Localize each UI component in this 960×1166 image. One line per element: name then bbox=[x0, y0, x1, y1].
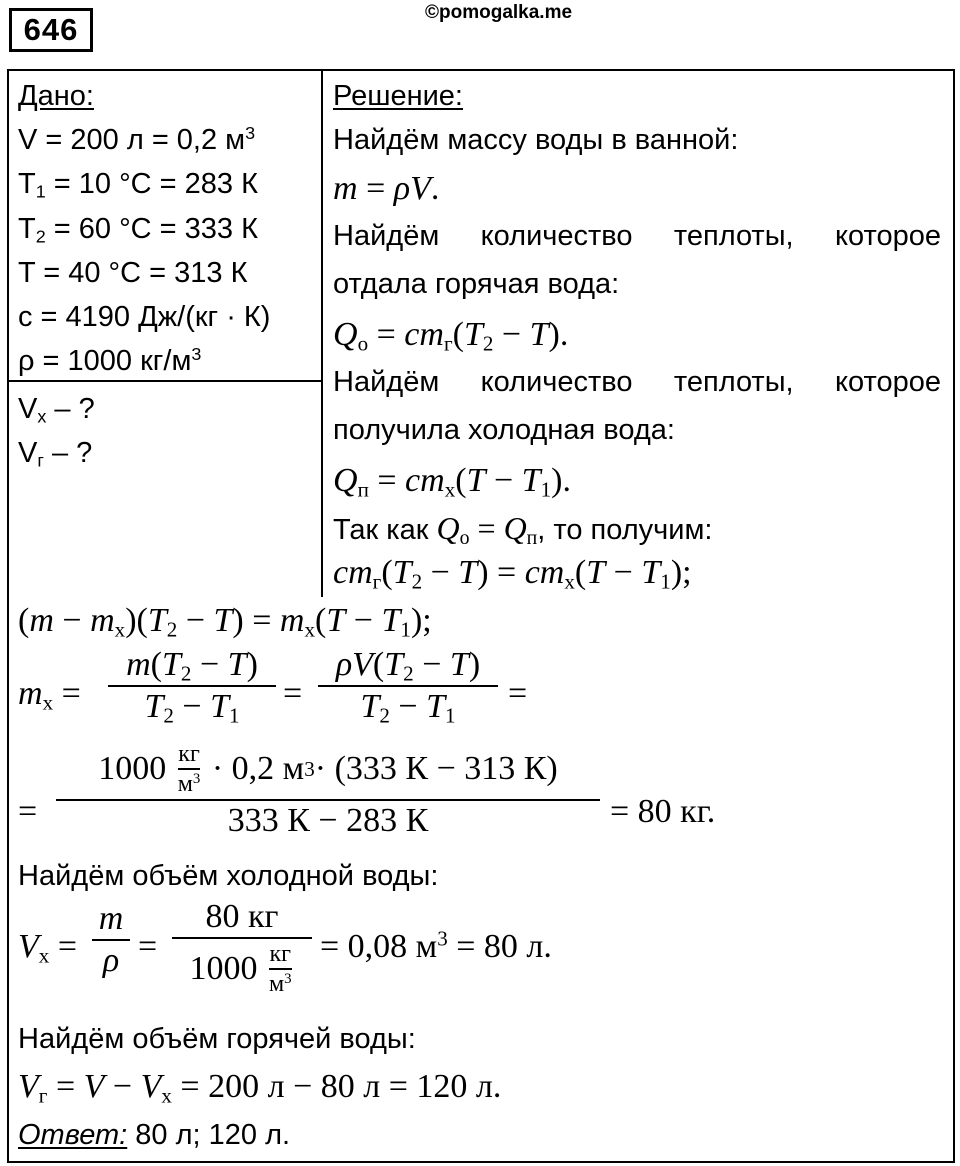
answer-label: Ответ: bbox=[18, 1119, 128, 1151]
table-top-border bbox=[7, 69, 955, 71]
solution-text-5: Найдём объём холодной воды: bbox=[18, 860, 439, 892]
equation-6-eq-2: = bbox=[508, 675, 528, 712]
table-bottom-border bbox=[7, 1161, 955, 1163]
solution-text-2b: отдала горячая вода: bbox=[333, 268, 620, 300]
equation-7-fraction: 1000 $\frac{кг}{м^3}$ · 0,2 м 3 · (333 К − 313 К) 333 К − 283 К bbox=[56, 742, 600, 838]
solution-text-6: Найдём объём горячей воды: bbox=[18, 1023, 416, 1055]
equation-3: $Q_п = cm_х(T - T_1)$. bbox=[333, 462, 571, 502]
find-hot-volume: $V_г$ – ? bbox=[18, 437, 93, 471]
given-title: Дано: bbox=[18, 80, 94, 112]
find-cold-volume: $V_х$ – ? bbox=[18, 393, 95, 427]
given-line-rho: ρ = 1000 $кг/м^3$ bbox=[18, 344, 202, 377]
equation-8-eq-1: = bbox=[138, 928, 158, 965]
equation-6-lhs: $m_х$ = bbox=[18, 675, 81, 715]
answer-value: 80 л; 120 л. bbox=[135, 1119, 291, 1151]
solution-text-2a: Найдём количество теплоты, которое bbox=[333, 220, 941, 252]
given-line-t: T = 40 °C = 313 К bbox=[18, 257, 248, 289]
equation-2: $Q_о = cm_г(T_2 - T)$. bbox=[333, 316, 569, 356]
column-divider bbox=[321, 69, 323, 597]
answer bbox=[18, 1121, 290, 1150]
given-line-volume: V = 200 л = 0,2 $м^3$ bbox=[18, 123, 256, 156]
equation-6-fraction-2: $\rho V(T_2 - T)$ $T_2 - T_1$ bbox=[318, 648, 498, 724]
given-find-divider bbox=[7, 380, 323, 382]
solution-text-3a: Найдём количество теплоты, которое bbox=[333, 366, 941, 398]
equation-7-result: = 80 кг. bbox=[610, 793, 716, 830]
equation-9: $V_г = V - V_х = 200$ л − 80 л = 120 л. bbox=[18, 1068, 502, 1108]
equation-8-fraction-1: m ρ bbox=[92, 902, 130, 978]
problem-number: 646 bbox=[9, 8, 93, 52]
solution-title: Решение: bbox=[333, 80, 463, 112]
equation-6-fraction-1: $m(T_2 - T)$ $T_2 - T_1$ bbox=[108, 648, 276, 724]
equation-7-lead: = bbox=[18, 793, 38, 830]
equation-6-eq-1: = bbox=[283, 675, 303, 712]
equation-8-result: = 0,08 $м^3 = 80$ л. bbox=[320, 926, 552, 965]
solution-text-3b: получила холодная вода: bbox=[333, 414, 675, 446]
given-line-c: c = 4190 Дж/(кг · К) bbox=[18, 301, 271, 333]
given-line-t1: $T_1 = 10$ °C = 283 К bbox=[18, 168, 259, 202]
solution-text-1: Найдём массу воды в ванной: bbox=[333, 124, 739, 156]
equation-4: $cm_г(T_2 - T) = cm_х(T - T_1)$; bbox=[333, 554, 692, 594]
equation-8-fraction-2: 80 кг 1000 $\frac{кг}{м^3}$ bbox=[172, 900, 312, 996]
equation-5: $(m - m_х)(T_2 - T) = m_х(T - T_1)$; bbox=[18, 602, 432, 642]
given-line-t2: $T_2 = 60$ °C = 333 К bbox=[18, 213, 259, 247]
watermark: ©pomogalka.me bbox=[425, 2, 573, 23]
table-left-border bbox=[7, 69, 9, 1163]
equation-8-lhs: $V_х$ = bbox=[18, 928, 78, 968]
equation-1: m = ρV. bbox=[333, 170, 440, 207]
table-right-border bbox=[953, 69, 955, 1163]
solution-text-4: Так как $Q_о = Q_п$, то получим: bbox=[333, 510, 713, 549]
